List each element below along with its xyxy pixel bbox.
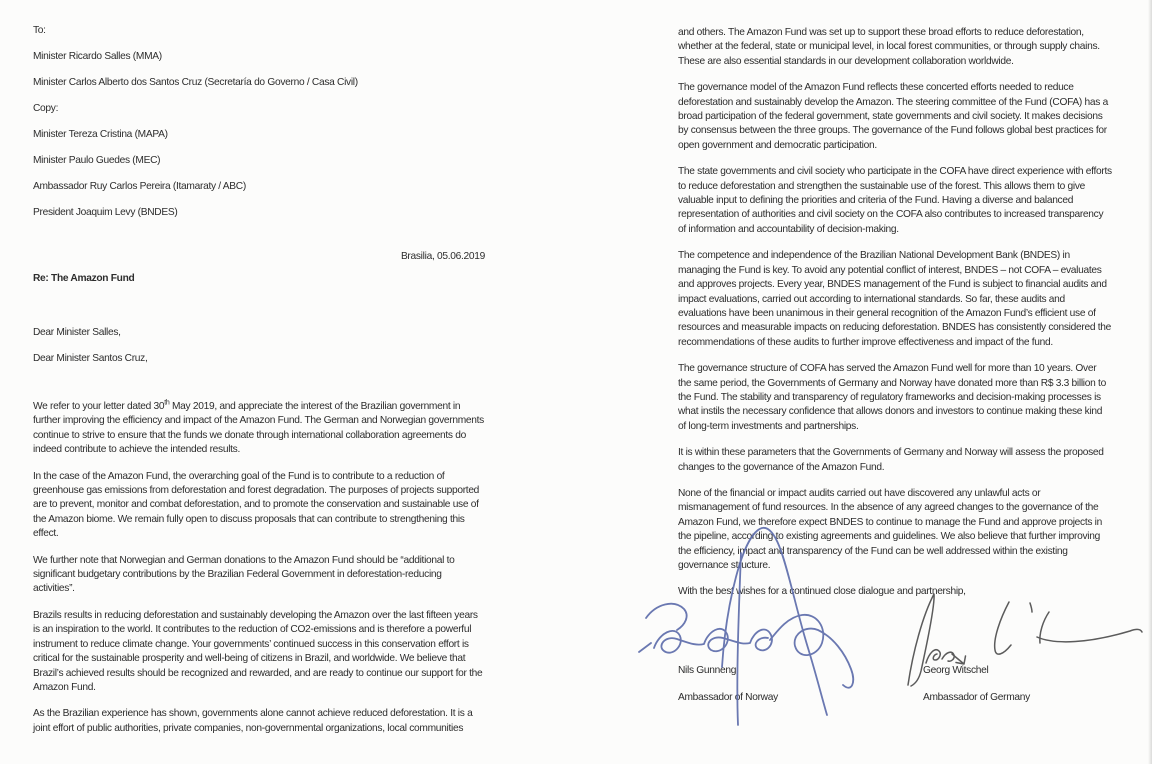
recipient-line: Minister Ricardo Salles (MMA) — [33, 51, 162, 62]
copy-recipient-line: Ambassador Ruy Carlos Pereira (Itamaraty / ABC) — [33, 181, 246, 192]
signatory-title: Ambassador of Norway — [678, 691, 778, 703]
paragraph: We further note that Norwegian and German donations to the Amazon Fund should be “additional to significant budgetary contributions by the Brazilian Federal Government in deforestation-reducing activities”. — [33, 554, 455, 595]
copy-recipient-line: Minister Tereza Cristina (MAPA) — [33, 129, 168, 140]
signature-block-norway — [678, 664, 778, 705]
paragraph: The governance structure of COFA has served the Amazon Fund well for more than 10 years. Over the same period, the Governments of Germany and Norway have donated more than R$ 3.3 billion to the Fund. The stability and transparency of regulatory frameworks and decision-making processes is what instils the necessary confidence that allows donors and investors to continue making these kind of long-term investments and partnerships. — [678, 363, 1106, 432]
recipient-block — [33, 24, 485, 232]
scan-edge-shadow — [1148, 0, 1152, 764]
paragraph: The governance model of the Amazon Fund reflects these concerted efforts needed to reduce deforestation and sustainably develop the Amazon. The steering committee of the Fund (COFA) has a broad participation of the federal government, state governments and civil society. It makes decisions by consensus between the three groups. The governance of the Fund follows global best practices for open government and democratic participation. — [678, 82, 1108, 151]
signatory-name: Georg Witschel — [923, 665, 989, 676]
letter-page-1 — [33, 0, 485, 764]
letter-page-2 — [678, 0, 1112, 764]
paragraph: As the Brazilian experience has shown, governments alone cannot achieve reduced deforestation. It is a joint effort of public authorities, private companies, non-governmental organizations, local communities — [33, 708, 473, 734]
paragraph: The state governments and civil society who participate in the COFA have direct experience with efforts to reduce deforestation and strengthen the sustainable use of the forest. This allows them to give valuable input to defining the priorities and criteria of the Fund. Having a diverse and balanced representation of authorities and civil society on the COFA also contributes to increased transparency of information and accountability of decision-making. — [678, 166, 1112, 235]
copy-label: Copy: — [33, 103, 59, 114]
paragraph: The competence and independence of the Brazilian National Development Bank (BNDES) in managing the Fund is key. To avoid any potential conflict of interest, BNDES – not COFA – evaluates and approves projects. Every year, BNDES management of the Fund is subject to financial audits and impact evaluations, carried out according to international standards. So far, these audits and evaluations have been unanimous in their general recognition of the Amazon Fund’s efficient use of resources and measurable impacts on reducing deforestation. BNDES has consistently considered the recommendations of these audits to further improve effectiveness and impact of the fund. — [678, 250, 1111, 348]
signature-block-germany — [923, 664, 1030, 705]
copy-recipient-line: Minister Paulo Guedes (MEC) — [33, 155, 161, 166]
paragraph: None of the financial or impact audits carried out have discovered any unlawful acts or mismanagement of fund resources. In the absence of any agreed changes to the governance of the Amazon Fund, we therefore expect BNDES to continue to manage the Fund and approve projects in the pipeline, according to existing agreements and guidelines. We also believe that further improving the efficiency, impact and transparency of the Fund can be well addressed within the existing governance structure. — [678, 487, 1103, 571]
paragraph: Brazils results in reducing deforestation and sustainably developing the Amazon over the last fifteen years is an inspiration to the world. It contributes to the reduction of CO2-emissions and is therefore a powerful instrument to reduce climate change. Your governments’ continued success in this conservation effort is critical for the sustainable prosperity and well-being of citizens in Brazil, and worldwide. We believe that Brazil’s achieved results should be recognized and rewarded, and are ready to continue our support for the Amazon Fund. — [33, 609, 483, 693]
page1-body — [33, 400, 485, 748]
paragraph: It is within these parameters that the Governments of Germany and Norway will assess the proposed changes to the governance of the Amazon Fund. — [678, 447, 1104, 473]
signature-row — [678, 664, 1112, 764]
signatory-name: Nils Gunneng — [678, 665, 737, 676]
copy-recipient-line: President Joaquim Levy (BNDES) — [33, 207, 178, 218]
paragraph: In the case of the Amazon Fund, the overarching goal of the Fund is to contribute to a reduction of greenhouse gas emissions from deforestation and forest degradation. The purposes of projects supported are to prevent, monitor and combat deforestation, and to promote the conservation and sustainable use of the Amazon biome. We remain fully open to discuss proposals that can contribute to strengthening this effect. — [33, 470, 480, 540]
paragraph: We refer to your letter dated 30th May 2019, and appreciate the interest of the Brazilian government in further improving the efficiency and impact of the Amazon Fund. The German and Norwegian governments continue to strive to ensure that the funds we donate through international collaboration agreements do indeed contribute to achieve the intended results. — [33, 399, 484, 456]
paragraph: and others. The Amazon Fund was set up to support these broad efforts to reduce deforestation, whether at the federal, state or municipal level, in local forest communities, or through supply chains. These are also essential standards in our development collaboration worldwide. — [678, 27, 1100, 67]
recipient-line: Minister Carlos Alberto dos Santos Cruz (Secretaría do Governo / Casa Civil) — [33, 77, 358, 88]
salutation-line: Dear Minister Santos Cruz, — [33, 353, 148, 364]
closing-line: With the best wishes for a continued close dialogue and partnership, — [678, 586, 966, 598]
salutation-line: Dear Minister Salles, — [33, 327, 121, 338]
subject-line: Re: The Amazon Fund — [33, 273, 135, 284]
to-label: To: — [33, 25, 46, 36]
page2-body — [678, 26, 1112, 612]
salutation-block — [33, 326, 148, 378]
signatory-title: Ambassador of Germany — [923, 691, 1030, 703]
dateline: Brasilia, 05.06.2019 — [400, 251, 485, 262]
